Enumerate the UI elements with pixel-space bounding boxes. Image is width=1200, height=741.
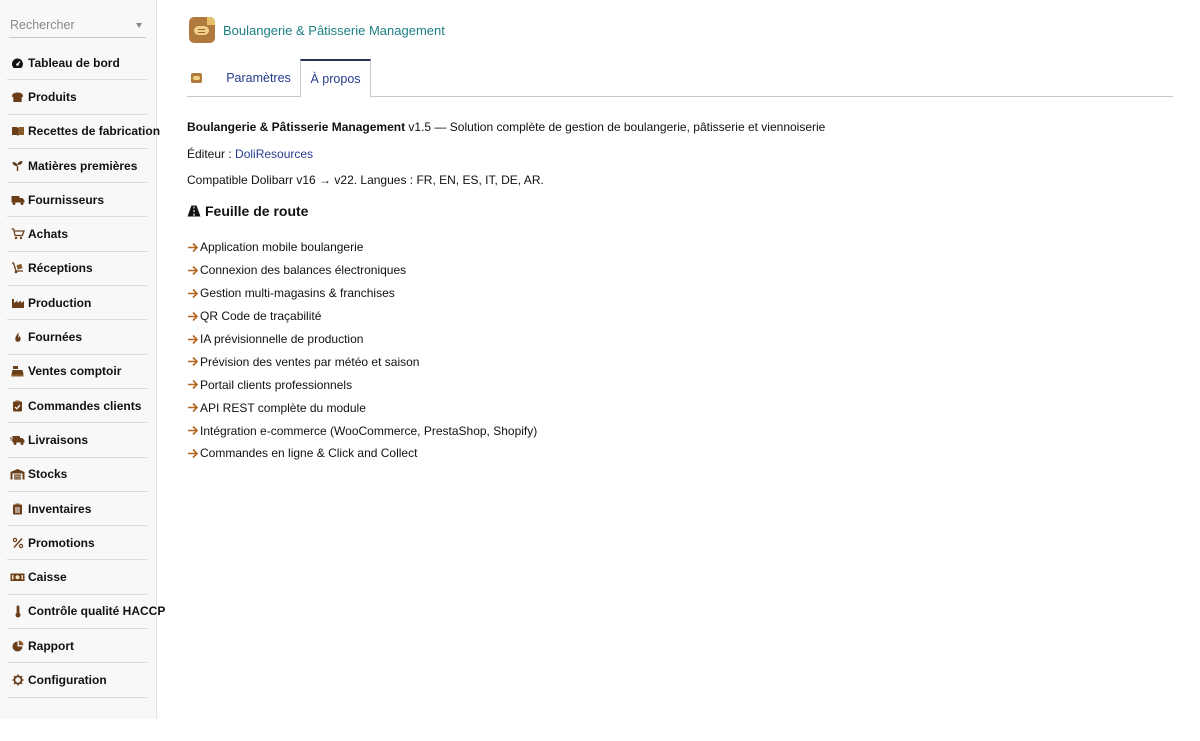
bread-icon [194,26,209,35]
arrow-right-icon [187,448,199,459]
road-icon [187,205,201,217]
sidebar-item-stocks[interactable] [7,458,147,492]
sidebar-item-label: Ventes comptoir [28,364,122,379]
sidebar-item-inventaires[interactable] [7,492,147,526]
sidebar-item-label: Livraisons [28,432,89,447]
cart-icon [10,228,25,241]
sidebar-item-caisse[interactable] [7,560,147,594]
arrow-right-icon [187,288,199,299]
sidebar-item-production[interactable] [7,286,147,320]
arrow-right-icon [187,242,199,253]
list-item [187,282,537,305]
list-item [187,350,537,373]
list-item [187,396,537,419]
arrow-right-icon [187,356,199,367]
product-name: Boulangerie & Pâtisserie Management [187,120,406,134]
roadmap-item-text: Commandes en ligne & Click and Collect [200,446,418,461]
shipping-fast-icon [10,433,25,446]
tab-bar [187,59,1173,97]
arrow-right-icon [187,311,199,322]
tab-parametres[interactable]: Paramètres [226,71,291,85]
sidebar-item-label: Contrôle qualité HACCP [28,604,166,619]
arrow-right-icon [187,265,199,276]
sidebar-item-label: Achats [28,227,69,242]
dashboard-icon [10,56,25,69]
sidebar-item-label: Promotions [28,535,95,550]
pie-chart-icon [10,639,25,652]
sidebar-item-commandes-clients[interactable] [7,389,147,423]
sidebar-item-label: Caisse [28,570,67,585]
list-item [187,419,537,442]
percent-icon [10,536,25,549]
cash-register-icon [10,365,25,378]
fire-icon [10,331,25,344]
sidebar-item-label: Fournisseurs [28,192,105,207]
roadmap-item-text: IA prévisionnelle de production [200,332,364,346]
arrow-right-icon [187,402,199,413]
list-item [187,236,537,259]
roadmap-item-text: Prévision des ventes par météo et saison [200,354,420,369]
roadmap-item-text: Application mobile boulangerie [200,240,364,255]
sidebar-item-label: Rapport [28,638,74,653]
sidebar-item-tableau-de-bord[interactable] [7,46,147,80]
money-bill-icon [10,571,25,584]
dolly-icon [10,262,25,275]
module-tab-icon [191,73,202,83]
sidebar-item-configuration[interactable] [7,663,147,697]
sidebar-item-ventes-comptoir[interactable] [7,355,147,389]
roadmap-item-text: Connexion des balances électroniques [200,263,407,278]
sidebar-item-controle-qualite[interactable] [7,595,166,629]
sidebar-item-label: Matières premières [28,158,138,173]
roadmap-list [187,236,537,465]
sidebar-item-receptions[interactable] [7,252,147,286]
clipboard-list-icon [10,502,25,515]
list-item [187,259,537,282]
roadmap-item-text: Gestion multi-magasins & franchises [200,286,395,301]
sidebar-item-promotions[interactable] [7,526,147,560]
sidebar-item-matieres-premieres[interactable] [7,149,147,183]
roadmap-heading [187,203,308,219]
search-box[interactable] [9,14,146,38]
sidebar-item-produits[interactable] [7,80,147,114]
sidebar-item-recettes[interactable] [7,115,161,149]
tab-a-propos[interactable]: À propos [300,59,371,98]
sidebar-item-fournees[interactable] [7,320,147,354]
sidebar-item-label: Réceptions [28,261,93,276]
seedling-icon [10,159,25,172]
chevron-down-icon[interactable] [136,23,142,28]
sidebar-item-label: Recettes de fabrication [28,124,161,139]
arrow-right-icon [187,425,199,436]
arrow-right-icon [187,379,199,390]
sidebar-item-label: Produits [28,89,77,104]
arrow-right-icon [187,334,199,345]
version-description: v1.5 — Solution complète de gestion de boulangerie, pâtisserie et viennoiserie [405,120,826,134]
sidebar [0,0,166,719]
roadmap-item-text: Portail clients professionnels [200,377,353,392]
thermometer-icon [10,605,25,618]
sidebar-item-label: Configuration [28,672,107,687]
clipboard-check-icon [10,399,25,412]
roadmap-item-text: QR Code de traçabilité [200,309,322,324]
sidebar-item-achats[interactable] [7,217,147,251]
gear-icon [10,673,25,686]
product-description [187,120,825,134]
sidebar-item-label: Fournées [28,330,83,345]
book-icon [10,125,25,138]
roadmap-item-text: API REST complète du module [200,400,366,415]
sidebar-item-livraisons[interactable] [7,423,147,457]
sidebar-item-label: Stocks [28,467,68,482]
sidebar-menu [7,46,166,698]
sidebar-item-rapport[interactable] [7,629,147,663]
page-title: Boulangerie & Pâtisserie Management [223,23,445,38]
sidebar-item-label: Production [28,295,92,310]
editor-link[interactable]: DoliResources [235,147,314,161]
editor-label: Éditeur : [187,147,236,161]
sidebar-item-label: Commandes clients [28,398,142,413]
bread-icon [10,90,25,103]
editor-line [187,147,313,161]
list-item [187,328,537,351]
module-logo [189,17,215,43]
list-item [187,373,537,396]
compatibility-info: Compatible Dolibarr v16 → v22. Langues : FR, EN, ES, IT, DE, AR. [187,173,544,187]
sidebar-item-label: Inventaires [28,501,92,516]
list-item [187,442,537,465]
industry-icon [10,296,25,309]
search-input[interactable] [9,14,127,36]
truck-icon [10,193,25,206]
list-item [187,305,537,328]
roadmap-title: Feuille de route [205,203,309,219]
sidebar-item-fournisseurs[interactable] [7,183,147,217]
roadmap-item-text: Intégration e-commerce (WooCommerce, PrestaShop, Shopify) [200,423,538,438]
sidebar-item-label: Tableau de bord [28,55,120,70]
warehouse-icon [10,468,25,481]
